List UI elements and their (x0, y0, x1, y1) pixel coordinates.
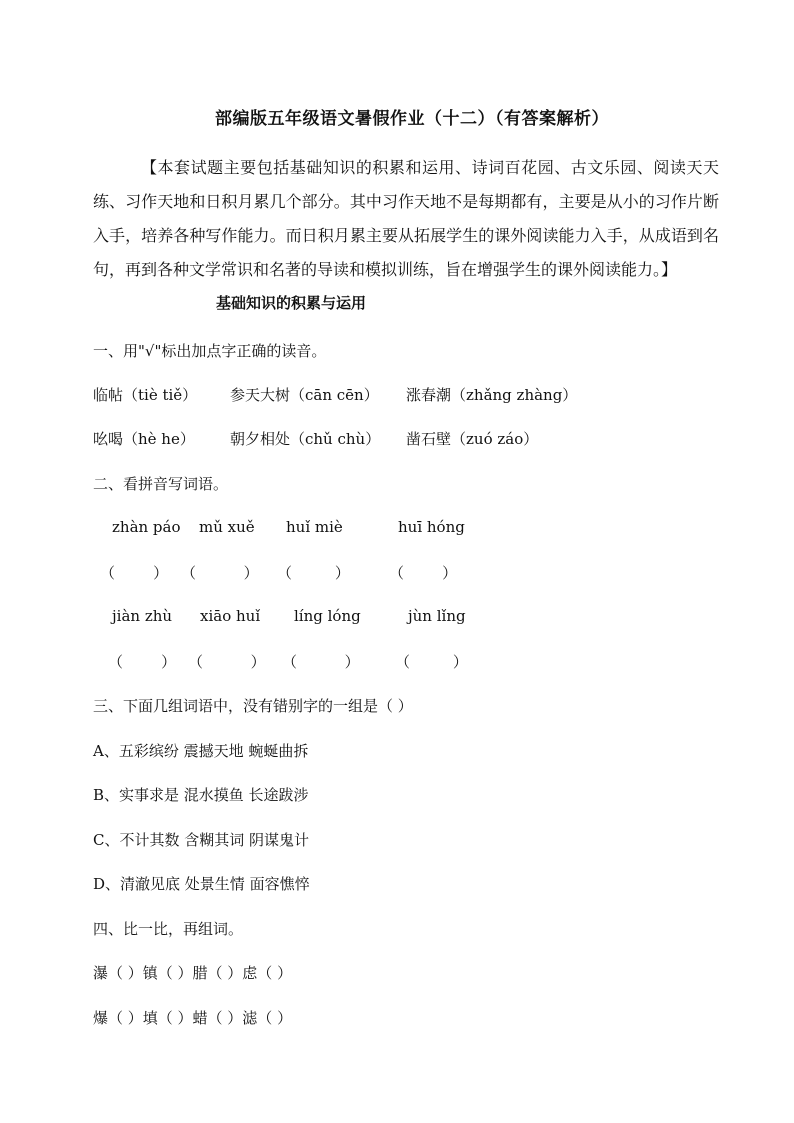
pinyin-prompt: huǐ miè (286, 518, 343, 536)
answer-blank: （ ） (100, 564, 169, 582)
q4-row-2: 爆（ ）填（ ）蜡（ ）滤（ ） (93, 1009, 293, 1027)
answer-blank: （ ） (277, 564, 350, 582)
q1-item: 朝夕相处（chǔ chù） (230, 430, 381, 448)
q3-option-a: A、五彩缤纷 震撼天地 蜿蜒曲拆 (93, 742, 309, 760)
pinyin-prompt: huī hóng (398, 518, 465, 536)
q1-item: 吆喝（hè he） (93, 430, 195, 448)
q3-heading: 三、下面几组词语中，没有错别字的一组是（ ） (93, 697, 413, 715)
answer-blank: （ ） (108, 653, 177, 671)
pinyin-prompt: jùn lǐng (408, 607, 466, 625)
pinyin-prompt: xiāo huǐ (200, 607, 261, 625)
q2-heading: 二、看拼音写词语。 (93, 475, 229, 493)
answer-blank: （ ） (181, 564, 259, 582)
pinyin-prompt: mǔ xuě (199, 518, 255, 536)
intro-paragraph: 【本套试题主要包括基础知识的积累和运用、诗词百花园、古文乐园、阅读天天练、习作天地和日积月累几个部分。其中习作天地不是每期都有，主要是从小的习作片断入手，培养各种写作能力。而日积月累主要从拓展学生的课外阅读能力入手，从成语到名句，再到各种文学常识和名著的导读和模拟训练，旨在增强学生的课外阅读能力。】 (93, 158, 719, 279)
q1-heading: 一、用"√"标出加点字正确的读音。 (93, 342, 327, 360)
q3-option-b: B、实事求是 混水摸鱼 长途跋涉 (93, 786, 309, 804)
q4-row-1: 瀑（ ）镇（ ）腊（ ）虑（ ） (93, 964, 293, 982)
answer-blank: （ ） (282, 653, 360, 671)
pinyin-prompt: zhàn páo (112, 518, 181, 536)
answer-blank: （ ） (389, 564, 458, 582)
pinyin-prompt: jiàn zhù (112, 607, 173, 625)
q4-heading: 四、比一比，再组词。 (93, 920, 244, 938)
q1-item: 临帖（tiè tiě） (93, 386, 198, 404)
q3-option-d: D、清澈见底 处景生情 面容憔悴 (93, 875, 310, 893)
q1-item: 涨春潮（zhǎng zhàng） (406, 386, 578, 404)
answer-blank: （ ） (395, 653, 468, 671)
section-title: 基础知识的积累与运用 (216, 294, 367, 312)
pinyin-prompt: líng lóng (294, 607, 361, 625)
q3-option-c: C、不计其数 含糊其词 阴谋鬼计 (93, 831, 310, 849)
answer-blank: （ ） (188, 653, 266, 671)
page-title: 部编版五年级语文暑假作业（十二）（有答案解析） (215, 109, 609, 129)
q1-item: 参天大树（cān cēn） (230, 386, 379, 404)
q1-item: 凿石壁（zuó záo） (406, 430, 539, 448)
